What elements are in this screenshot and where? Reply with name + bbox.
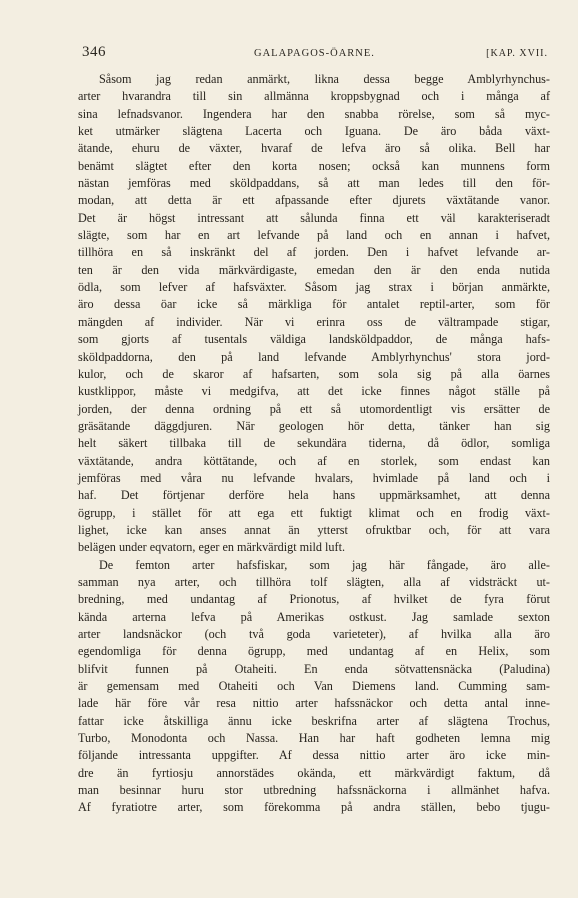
running-title: GALAPAGOS-ÖARNE. [254,48,375,59]
text-line: arter landsnäckor (och två goda varieteter), af hvilka alla äro [78,627,550,641]
text-line: växtätande, andra köttätande, och af en storlek, som endast kan [78,453,550,468]
text-line: slägte, som har en art lefvande på land och en annan i hafvet, [78,228,550,243]
text-line: Turbo, Monodonta och Nassa. Han har haft godheten lemna mig [78,731,550,746]
text-line: som gjorts af tusentals väldiga landsköldpaddor, de många hafs- [78,332,550,347]
text-line: sköldpaddorna, den på land lefvande Amblyrhynchus' stora jord- [78,349,550,364]
text-line: Af fyratiotre arter, som förekomma på andra ställen, bebo tjugu- [78,800,550,815]
chapter-reference: [KAP. XVII. [486,48,548,59]
text-line: kända arterna lefva på Amerikas ostkust. Jag samlade sexton [78,609,550,624]
text-line: helt säkert tillbaka till de sekundära tiderna, då ödlor, somliga [78,436,550,451]
body-text [78,71,550,817]
text-line: följande intressanta uppgifter. Af dessa nittio arter äro icke min- [78,748,550,763]
text-line: tillhöra en så inskränkt del af jorden. Den i hafvet lefvande ar- [78,245,550,260]
text-line: blifvit funnen på Otaheiti. En enda sötvattensnäcka (Paludina) [78,661,550,676]
text-line: ödla, som lefver af hafsväxter. Såsom jag strax i början anmärkte, [78,280,550,295]
text-line: lade här före vår resa nittio arter hafssnäckor och detta antal inne- [78,696,550,711]
text-line: haf. Det förtjenar derföre hela hans uppmärksamhet, att denna [78,488,550,503]
text-line: äro dessa öar icke så märkliga för antalet reptil-arter, som för [78,297,550,312]
page-header [82,44,548,64]
text-line: benämt slägtet efter den korta nosen; också kan munnens form [78,158,550,173]
text-line: lighet, icke kan anses annat än ytterst ofruktbar och, för att vara [78,522,550,537]
text-line: fattar icke åtskilliga ännu icke beskrifna arter af slägtena Trochus, [78,713,550,728]
text-line: De femton arter hafsfiskar, som jag här fångade, äro alle- [99,557,550,572]
text-line: belägen under eqvatorn, eger en märkvärdigt mild luft. [78,540,346,555]
text-line: Såsom jag redan anmärkt, likna dessa begge Amblyrhynchus- [99,72,550,86]
text-line: nästan jemföras med sköldpaddans, så att man ledes till den för- [78,176,550,191]
text-line: är gemensam med Otaheiti och Van Diemens land. Cumming sam- [78,679,550,694]
text-line: samman nya arter, och tillhöra tolf slägten, alla af vidsträckt ut- [78,574,550,589]
text-line: bredning, med undantag af Prionotus, af hvilket de fyra förut [78,592,550,607]
text-line: gräsätande däggdjuren. När geologen hör detta, tänker han sig [78,418,550,433]
text-line: jorden, der denna ordning på ett så utomordentligt vis ersätter de [78,401,550,416]
text-line: jemföras med våra nu lefvande hvalars, hvimlade på land och i [78,470,550,485]
text-line: kulor, och de skaror af hafsarten, som sola sig på alla öarnes [78,366,550,381]
text-line: ögrupp, i stället för att ega ett fuktigt klimat och en frodig växt- [78,505,550,520]
text-line: ten är den vida märkvärdigaste, emedan den är den enda nutida [78,262,550,277]
text-line: ket utmärker slägtena Lacerta och Iguana. De äro båda växt- [78,124,550,139]
text-line: kustklippor, måste vi medgifva, att det icke finnes något ställe på [78,384,550,399]
text-line: arter hvarandra till sin allmänna kroppsbygnad och i många af [78,89,550,104]
text-line: sina lefnadsvanor. Ingendera har den snabba rörelse, som så myc- [78,106,550,121]
text-line: man besinnar huru stor utbredning hafssnäckorna i allmänhet hafva. [78,783,550,798]
text-line: mängden af individer. När vi erinra oss de vältrampade stigar, [78,314,550,329]
text-line: dre än fyrtiosju annorstädes okända, ett märkvärdigt faktum, då [78,765,550,780]
text-line: egendomliga för denna ögrupp, med undantag af en Helix, som [78,644,550,659]
text-line: modan, att detta är ett afpassande efter djurets växtätande vanor. [78,193,550,208]
page-number: 346 [82,44,106,60]
text-line: Det är högst intressant att sålunda finna ett väl karakteriseradt [78,210,550,225]
text-line: ätande, ehuru de växter, hvaraf de lefva äro så olika. Bell har [78,141,550,156]
